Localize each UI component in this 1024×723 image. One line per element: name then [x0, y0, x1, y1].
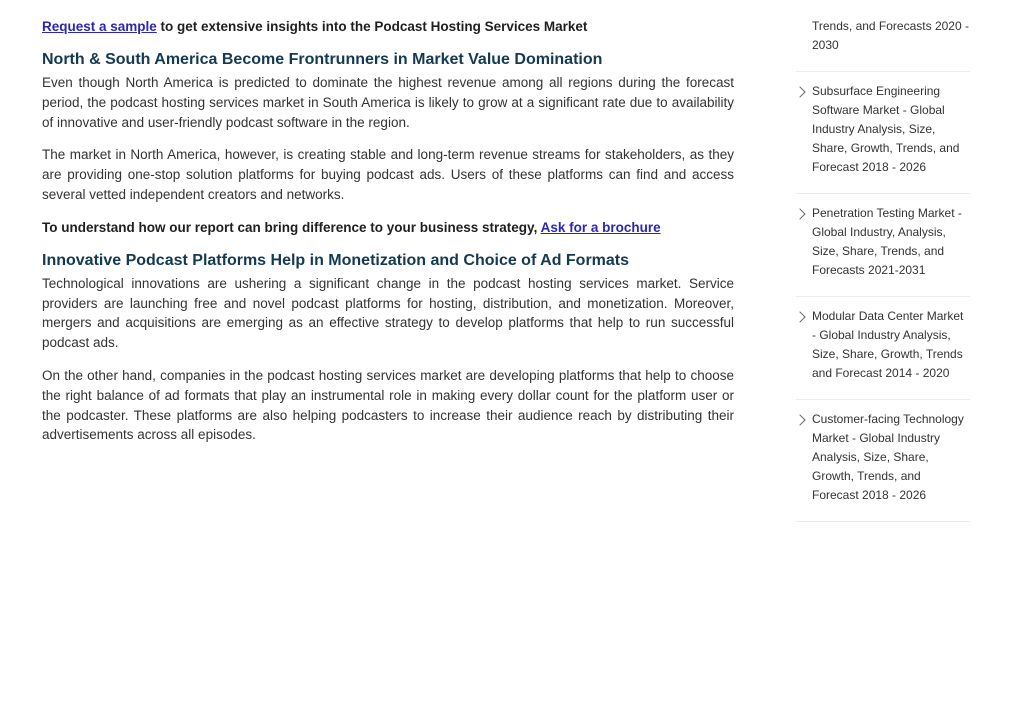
- main-content: [42, 0, 734, 445]
- paragraph-americas-1: Even though North America is predicted to dominate the highest revenue among all regions during the forecast period, the podcast hosting services market in South America is likely to grow at a significant rate due to availability of innovative and user-friendly podcast software in the region.: [42, 75, 734, 130]
- related-report-item[interactable]: [796, 400, 970, 522]
- related-reports-sidebar: [796, 0, 970, 522]
- request-sample-line: [42, 17, 734, 37]
- chevron-right-icon: [794, 208, 805, 219]
- request-sample-link[interactable]: Request a sample: [42, 19, 157, 34]
- related-report-label[interactable]: Trends, and Forecasts 2020 - 2030: [812, 19, 969, 52]
- section-heading-platforms: Innovative Podcast Platforms Help in Monetization and Choice of Ad Formats: [42, 251, 630, 269]
- related-report-item[interactable]: [796, 0, 970, 72]
- brochure-line: [42, 218, 734, 238]
- brochure-lead-text: To understand how our report can bring difference to your business strategy,: [42, 219, 541, 235]
- section-heading-americas: North & South America Become Frontrunners in Market Value Domination: [42, 51, 603, 68]
- related-report-item[interactable]: [796, 297, 970, 400]
- chevron-right-icon: [794, 86, 805, 97]
- related-report-label[interactable]: Penetration Testing Market - Global Industry, Analysis, Size, Share, Trends, and Forecasts 2021-2031: [812, 206, 962, 277]
- chevron-right-icon: [794, 414, 805, 425]
- ask-brochure-link[interactable]: Ask for a brochure: [540, 219, 661, 235]
- related-report-item[interactable]: [796, 194, 970, 297]
- chevron-right-icon: [794, 311, 805, 322]
- related-report-item[interactable]: [796, 72, 970, 194]
- related-report-label[interactable]: Subsurface Engineering Software Market - Global Industry Analysis, Size, Share, Growth, Trends, and Forecast 2018 - 2026: [812, 84, 960, 174]
- paragraph-platforms-2: On the other hand, companies in the podcast hosting services market are developing platforms that help to choose the right balance of ad formats that play an instrumental role in making every dollar count for the platform user or the podcaster. These platforms are also helping podcasters to increase their audience reach by distributing their advertisements across all episodes.: [42, 367, 734, 443]
- paragraph-americas-2: The market in North America, however, is creating stable and long-term revenue streams for stakeholders, as they are providing one-stop solution platforms for buying podcast ads. Users of these platforms can find and access several vetted independent creators and networks.: [42, 147, 734, 202]
- related-report-label[interactable]: Modular Data Center Market - Global Industry Analysis, Size, Share, Growth, Trends and Forecast 2014 - 2020: [812, 309, 964, 380]
- request-sample-text: to get extensive insights into the Podcast Hosting Services Market: [156, 19, 588, 34]
- related-report-label[interactable]: Customer-facing Technology Market - Global Industry Analysis, Size, Share, Growth, Trends, and Forecast 2018 - 2026: [812, 412, 964, 502]
- paragraph-platforms-1: Technological innovations are ushering a significant change in the podcast hosting services market. Service providers are launching free and novel podcast platforms for hosting, distribution, and monetization. Moreover, mergers and acquisitions are emerging as an effective strategy to develop platforms that help to run successful podcast ads.: [42, 275, 734, 351]
